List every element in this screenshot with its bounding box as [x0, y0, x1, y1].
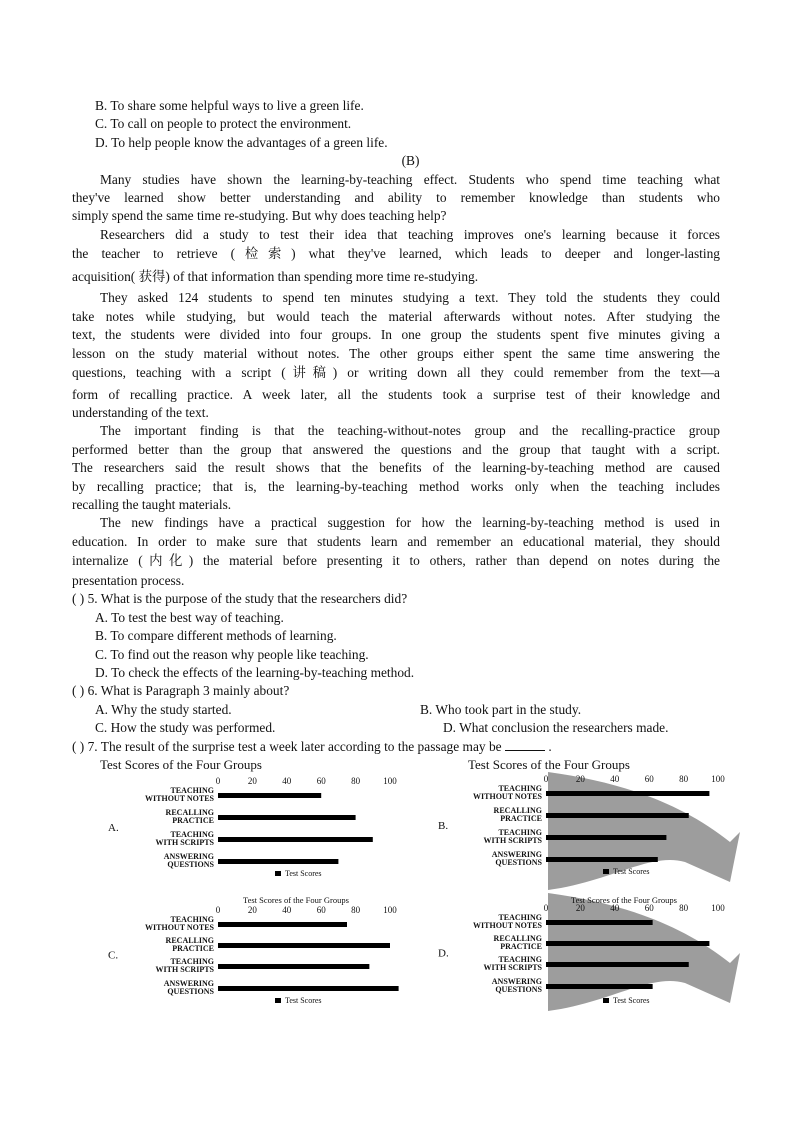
chart-option-label: D. [438, 947, 449, 960]
chart-tick-label: 0 [543, 903, 549, 913]
chart-d[interactable] [430, 893, 740, 1011]
passage-line: presentation process. [72, 573, 185, 588]
passage-line: Many studies have shown the learning-by-teaching effect. Students who spend time teaching what [100, 172, 720, 187]
chart-tick-label: 0 [543, 774, 549, 784]
question-7-end: . [548, 739, 552, 754]
chart-bar[interactable] [218, 964, 369, 969]
chart-bar[interactable] [546, 857, 658, 862]
chart-category-label: TEACHING WITHOUT NOTES [145, 786, 214, 803]
chart-a[interactable] [100, 772, 410, 884]
chart-c[interactable] [100, 893, 410, 1011]
chart-bar[interactable] [546, 941, 709, 946]
chart-bar[interactable] [546, 962, 689, 967]
chart-tick-label: 60 [316, 905, 326, 915]
passage-line: Researchers did a study to test their idea that teaching improves one's learning because it forces [100, 227, 720, 242]
chart-tick-label: 20 [575, 903, 585, 913]
chart-option-label: B. [438, 820, 449, 832]
chart-category-label: TEACHING WITH SCRIPTS [155, 957, 214, 974]
chart-bar[interactable] [218, 943, 390, 948]
chart-category-label: TEACHING WITH SCRIPTS [483, 828, 542, 845]
chart-tick-label: 0 [215, 776, 221, 786]
passage-line: acquisition( 获得) of that information than spending more time re-studying. [72, 269, 479, 284]
passage-line: lesson on the study material without notes. The other groups either spent the same time answering the [72, 346, 720, 361]
passage-line: they've learned show better understanding and ability to remember knowledge than students who [72, 190, 720, 205]
passage-line: take notes while studying, but would teach the material afterwards without notes. After studying the [72, 309, 720, 324]
option-c-top: C. To call on people to protect the environment. [95, 116, 352, 131]
passage-line: understanding of the text. [72, 405, 209, 420]
chart-category-label: RECALLING PRACTICE [165, 936, 214, 953]
chart-tick-label: 20 [247, 905, 257, 915]
chart-option-label: A. [108, 822, 119, 834]
chart-legend-label: Test Scores [613, 996, 650, 1005]
chart-bar[interactable] [546, 920, 653, 925]
chart-legend-label: Test Scores [613, 867, 650, 876]
chart-tick-label: 40 [610, 774, 620, 784]
passage-line: internalize (内化) the material before presenting it to others, rather than depend on notes during the [72, 553, 720, 568]
chart-tick-label: 40 [282, 776, 292, 786]
chart-inner-title: Test Scores of the Four Groups [571, 895, 677, 905]
question-5-option-b: B. To compare different methods of learning. [95, 628, 337, 643]
passage-line: The important finding is that the teaching-without-notes group and the recalling-practice group [100, 423, 720, 438]
chart-a-title: Test Scores of the Four Groups [100, 757, 262, 772]
chart-tick-label: 60 [644, 774, 654, 784]
passage-line: recalling the taught materials. [72, 497, 232, 512]
chart-legend-label: Test Scores [285, 996, 322, 1005]
chart-tick-label: 100 [383, 776, 397, 786]
chart-tick-label: 60 [316, 776, 326, 786]
passage-line: They asked 124 students to spend ten minutes studying a text. They told the students they could [100, 290, 720, 305]
passage-line: performed better than the group that answered the questions and the group that taught with a script. [72, 442, 720, 457]
question-7-text: ( ) 7. The result of the surprise test a week later according to the passage may be [72, 739, 502, 754]
chart-category-label: ANSWERING QUESTIONS [163, 979, 214, 996]
chart-legend-swatch [275, 871, 281, 876]
question-5-option-d: D. To check the effects of the learning-by-teaching method. [95, 665, 415, 680]
chart-inner-title: Test Scores of the Four Groups [243, 895, 349, 905]
chart-bar[interactable] [546, 835, 666, 840]
question-6-option-a: A. Why the study started. [95, 702, 232, 717]
question-6-stem: ( ) 6. What is Paragraph 3 mainly about? [72, 683, 290, 698]
chart-tick-label: 60 [644, 903, 654, 913]
passage-line: by recalling practice; that is, the learning-by-teaching method works only when the teaching includes [72, 479, 720, 494]
question-6-option-c: C. How the study was performed. [95, 720, 276, 735]
question-5-option-c: C. To find out the reason why people like teaching. [95, 647, 369, 662]
chart-tick-label: 20 [247, 776, 257, 786]
chart-bar[interactable] [218, 986, 399, 991]
passage-line: form of recalling practice. A week later, all the students took a surprise test of their knowledge and [72, 387, 720, 402]
chart-legend-label: Test Scores [285, 869, 322, 878]
chart-category-label: TEACHING WITHOUT NOTES [145, 915, 214, 932]
chart-tick-label: 40 [610, 903, 620, 913]
answer-blank[interactable] [505, 738, 545, 751]
chart-category-label: TEACHING WITHOUT NOTES [473, 913, 542, 930]
chart-category-label: TEACHING WITH SCRIPTS [155, 830, 214, 847]
chart-option-label: C. [108, 949, 119, 962]
chart-category-label: ANSWERING QUESTIONS [491, 977, 542, 994]
chart-tick-label: 100 [711, 903, 725, 913]
passage-line: the teacher to retrieve (检索) what they've learned, which leads to deeper and longer-lasting [72, 246, 720, 261]
chart-tick-label: 0 [215, 905, 221, 915]
chart-bar[interactable] [546, 984, 653, 989]
chart-tick-label: 100 [711, 774, 725, 784]
option-b-top: B. To share some helpful ways to live a green life. [95, 98, 364, 113]
chart-tick-label: 80 [679, 903, 689, 913]
chart-tick-label: 40 [282, 905, 292, 915]
chart-category-label: RECALLING PRACTICE [165, 808, 214, 825]
chart-bar[interactable] [218, 922, 347, 927]
passage-line: questions, teaching with a script (讲稿) or writing down all they could remember from the text—a [72, 365, 720, 380]
chart-legend-swatch [275, 998, 281, 1003]
chart-category-label: TEACHING WITHOUT NOTES [473, 784, 542, 801]
chart-bar[interactable] [546, 791, 709, 796]
chart-category-label: ANSWERING QUESTIONS [491, 850, 542, 867]
chart-bar[interactable] [218, 793, 321, 798]
chart-b[interactable] [430, 772, 740, 884]
chart-tick-label: 80 [679, 774, 689, 784]
passage-line: simply spend the same time re-studying. But why does teaching help? [72, 208, 447, 223]
chart-b-title: Test Scores of the Four Groups [468, 757, 630, 772]
chart-category-label: RECALLING PRACTICE [493, 806, 542, 823]
passage-line: The researchers said the result shows that the benefits of the learning-by-teaching method are caused [72, 460, 720, 475]
section-label: (B) [401, 153, 420, 168]
passage-line: education. In order to make sure that students learn and remember an educational material, they should [72, 534, 720, 549]
question-5-stem: ( ) 5. What is the purpose of the study that the researchers did? [72, 591, 408, 606]
chart-tick-label: 100 [383, 905, 397, 915]
question-6-option-b: B. Who took part in the study. [420, 702, 582, 717]
passage-line: text, the students were divided into four groups. In one group the students spent five minutes giving a [72, 327, 720, 342]
chart-tick-label: 20 [575, 774, 585, 784]
chart-bar[interactable] [218, 859, 338, 864]
chart-category-label: TEACHING WITH SCRIPTS [483, 955, 542, 972]
chart-bar[interactable] [546, 813, 689, 818]
chart-category-label: ANSWERING QUESTIONS [163, 852, 214, 869]
chart-legend-swatch [603, 998, 609, 1003]
question-6-option-d: D. What conclusion the researchers made. [443, 720, 669, 735]
chart-category-label: RECALLING PRACTICE [493, 934, 542, 951]
chart-bar[interactable] [218, 837, 373, 842]
chart-legend-swatch [603, 869, 609, 874]
option-d-top: D. To help people know the advantages of a green life. [95, 135, 388, 150]
question-7-stem [72, 738, 552, 756]
chart-tick-label: 80 [351, 905, 361, 915]
passage-line: The new findings have a practical suggestion for how the learning-by-teaching method is used in [100, 515, 720, 530]
chart-tick-label: 80 [351, 776, 361, 786]
question-5-option-a: A. To test the best way of teaching. [95, 610, 284, 625]
chart-bar[interactable] [218, 815, 356, 820]
